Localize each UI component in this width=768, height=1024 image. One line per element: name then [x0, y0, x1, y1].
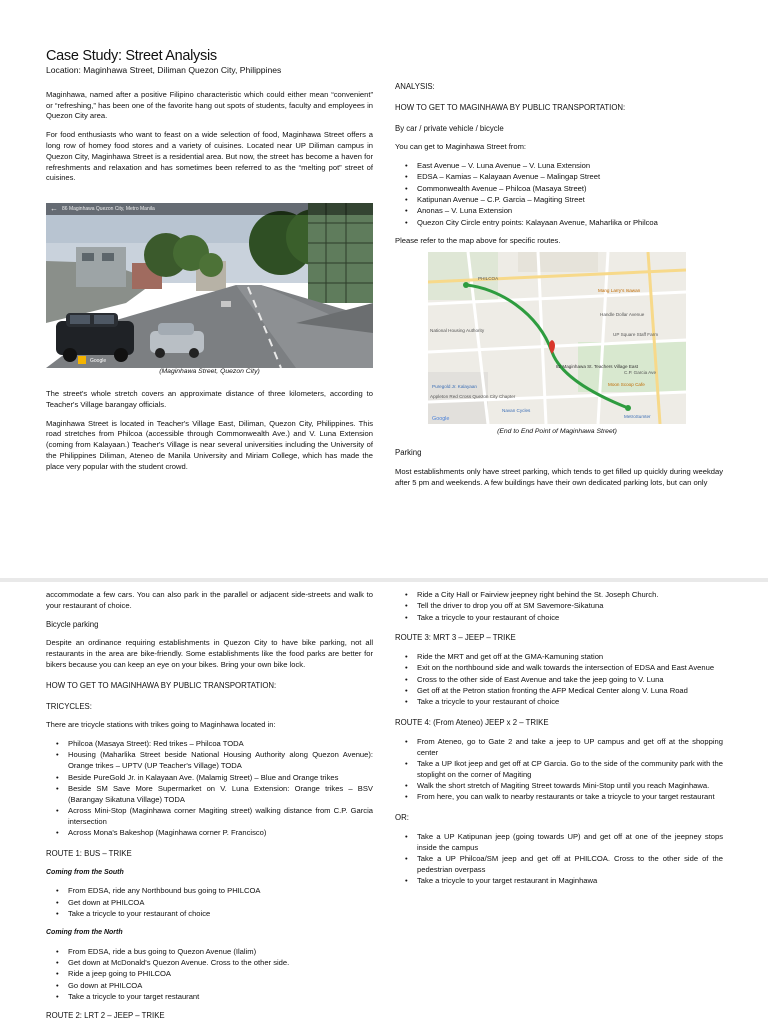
- map-caption: (End to End Point of Maginhawa Street): [497, 428, 617, 435]
- tricycles-intro: There are tricycle stations with trikes going to Maginhawa located in:: [46, 720, 276, 730]
- list-item: • EDSA – Kamias – Kalayaan Avenue – Malingap Street: [395, 172, 723, 183]
- list-item: • Beside PureGold Jr. in Kalayaan Ave. (Malamig Street) – Blue and Orange trikes: [46, 773, 373, 784]
- parking-continued: accommodate a few cars. You can also park in the parallel or adjacent side-streets and walk to your restaurant of choice.: [46, 590, 373, 610]
- page-2: [0, 582, 768, 1024]
- body-paragraph-1: The street's whole stretch covers an approximate distance of three kilometers, according to Teacher's Village barangay officials.: [46, 389, 373, 409]
- right-column-page1: [395, 82, 723, 255]
- list-item: • Katipunan Avenue – C.P. Garcia – Magiting Street: [395, 195, 723, 206]
- map-label-mang-larrys: Mang Larry's Isawan: [598, 288, 641, 293]
- list-item: • Take a UP Ikot jeep and get off at CP Garcia. Go to the side of the community park with the stoplight on the corner of Magiting: [395, 759, 723, 781]
- or-label: OR:: [395, 813, 409, 823]
- south-steps-list: [46, 886, 373, 919]
- list-item: • From Ateneo, go to Gate 2 and take a jeep to UP campus and get off at the shopping center: [395, 737, 723, 759]
- tricycles-heading: TRICYCLES:: [46, 701, 92, 711]
- map-label-philcoa: PHILCOA: [478, 276, 499, 281]
- back-arrow-icon: ←: [50, 204, 58, 213]
- body-paragraph-2: Maginhawa Street is located in Teacher's Village East, Diliman, Quezon City, Philippines. This road stretches from Philcoa (accessible through Commonwealth Ave.) and V. Luna Extension (coming from Kalayaan.) Teacher's Village is near several universities including the University of the Philippines Diliman, Ateneo de Manila University and Miriam College, which has made the place very popular with the student crowd.: [46, 418, 373, 471]
- google-watermark: Google: [90, 358, 107, 364]
- map-label-up-farm: UP Square Staff Farm: [613, 332, 659, 337]
- bicycle-heading: Bicycle parking: [46, 619, 99, 629]
- document-title: Case Study: Street Analysis: [46, 48, 217, 64]
- parking-section: [395, 448, 723, 496]
- route-2-heading: ROUTE 2: LRT 2 – JEEP – TRIKE: [46, 1010, 165, 1020]
- list-item: • Go down at PHILCOA: [46, 981, 373, 992]
- map-label-moon: Moon Scoop Cafe: [608, 382, 645, 387]
- map-label-metro: MetroSumter: [624, 414, 651, 419]
- list-item: • Take a tricycle to your restaurant of choice: [46, 909, 373, 920]
- map-label-nha: National Housing Authority: [430, 328, 485, 333]
- left-column-page1: [46, 48, 373, 192]
- car-intro: You can get to Maginhawa Street from:: [395, 142, 526, 152]
- list-item: • Ride a jeep going to PHILCOA: [46, 969, 373, 980]
- map-label-cp-garcia: C.P. Garcia Ave: [624, 370, 657, 375]
- list-item: • Quezon City Circle entry points: Kalayaan Avenue, Maharlika or Philcoa: [395, 218, 723, 229]
- list-item: • East Avenue – V. Luna Avenue – V. Luna Extension: [395, 161, 723, 172]
- list-item: • Take a tricycle to your restaurant of choice: [395, 697, 723, 708]
- north-steps-list: [46, 947, 373, 1003]
- coming-from-south-label: Coming from the South: [46, 868, 124, 876]
- list-item: • Get down at PHILCOA: [46, 898, 373, 909]
- route-4-steps-list: [395, 737, 723, 803]
- list-item: • Take a tricycle to your restaurant of choice: [395, 613, 723, 624]
- list-item: • Commonwealth Avenue – Philcoa (Masaya Street): [395, 184, 723, 195]
- list-item: • From EDSA, ride any Northbound bus going to PHILCOA: [46, 886, 373, 897]
- list-item: • Anonas – V. Luna Extension: [395, 206, 723, 217]
- map-image: [428, 252, 686, 424]
- public-transport-heading: HOW TO GET TO MAGINHAWA BY PUBLIC TRANSPORTATION:: [46, 680, 277, 690]
- map-label-appleton: Appleton Red Cross Quezon City Chapter: [430, 394, 516, 399]
- bicycle-text: Despite an ordinance requiring establishments in Quezon City to have bike parking, not all restaurants in the area are bike-friendly. Some establishments like the food parks are better for bikers because you can keep an eye on your bikes. Bring your own bike lock.: [46, 638, 373, 669]
- list-item: • Exit on the northbound side and walk towards the intersection of EDSA and East Avenue: [395, 663, 723, 674]
- map-label-navan: Navan Cycles: [502, 408, 531, 413]
- list-item: • Tell the driver to drop you off at SM Savemore-Sikatuna: [395, 601, 723, 612]
- list-item: • Take a tricycle to your target restaurant in Maginhawa: [395, 876, 723, 887]
- route-1-heading: ROUTE 1: BUS – TRIKE: [46, 848, 132, 858]
- list-item: • From here, you can walk to nearby restaurants or take a tricycle to your target restaurant: [395, 792, 723, 803]
- list-item: • Ride the MRT and get off at the GMA-Kamuning station: [395, 652, 723, 663]
- refer-map-note: Please refer to the map above for specific routes.: [395, 236, 561, 246]
- route-3-steps-list: [395, 652, 723, 708]
- list-item: • Across Mona's Bakeshop (Maginhawa corner P. Francisco): [46, 828, 373, 839]
- car-routes-list: [395, 161, 723, 228]
- left-body-page1: [46, 389, 373, 481]
- street-photo: [46, 203, 373, 368]
- street-scene-image: [46, 203, 373, 368]
- list-item: • Beside SM Save More Supermarket on V. Luna Extension: Orange trikes – BSV (Barangay Sikatuna Village) TODA: [46, 784, 373, 806]
- map-label-marker: 82 Maginhawa St. Teachers Village East: [556, 364, 639, 369]
- how-to-heading: HOW TO GET TO MAGINHAWA BY PUBLIC TRANSPORTATION:: [395, 102, 626, 112]
- route-2-steps-list: [395, 590, 723, 623]
- list-item: • Get off at the Petron station fronting the AFP Medical Center along V. Luna Road: [395, 686, 723, 697]
- route-4-heading: ROUTE 4: (From Ateneo) JEEP x 2 – TRIKE: [395, 718, 549, 728]
- list-item: • Philcoa (Masaya Street): Red trikes – Philcoa TODA: [46, 739, 373, 750]
- route-3-heading: ROUTE 3: MRT 3 – JEEP – TRIKE: [395, 633, 516, 643]
- route-map: [428, 252, 686, 424]
- list-item: • Across Mini-Stop (Maginhawa corner Magiting street) walking distance from C.P. Garcia intersection: [46, 806, 373, 828]
- list-item: • Take a tricycle to your target restaurant: [46, 992, 373, 1003]
- right-column-page2: [395, 590, 723, 895]
- tricycles-list: [46, 739, 373, 839]
- left-column-page2: [46, 590, 373, 1024]
- photo-address: 86 Maginhawa Quezon City, Metro Manila: [62, 206, 155, 212]
- map-label-handle: Handle Dollar Avenue: [600, 312, 645, 317]
- list-item: • From EDSA, ride a bus going to Quezon Avenue (Ilalim): [46, 947, 373, 958]
- map-label-puregold: Puregold Jr. Kalayaan: [432, 384, 477, 389]
- pegman-icon: [78, 356, 86, 364]
- coming-from-north-label: Coming from the North: [46, 928, 123, 936]
- location-line: Location: Maginhawa Street, Diliman Quezon City, Philippines: [46, 65, 282, 75]
- photo-address-bar: [46, 203, 373, 215]
- list-item: • Take a UP Philcoa/SM jeep and get off at PHILCOA. Cross to the other side of the pedestrian overpass: [395, 854, 723, 876]
- car-heading: By car / private vehicle / bicycle: [395, 123, 504, 133]
- parking-text: Most establishments only have street parking, which tends to get filled up quickly during weekday after 5 pm and weekends. A few buildings have their own dedicated parking lots, but can only: [395, 466, 723, 487]
- parking-heading: Parking: [395, 448, 422, 457]
- alternate-steps-list: [395, 832, 723, 887]
- list-item: • Take a UP Katipunan jeep (going towards UP) and get off at one of the jeepney stops inside the campus: [395, 832, 723, 854]
- list-item: • Get down at McDonald's Quezon Avenue. Cross to the other side.: [46, 958, 373, 969]
- list-item: • Ride a City Hall or Fairview jeepney right behind the St. Joseph Church.: [395, 590, 723, 601]
- list-item: • Housing (Maharlika Street beside National Housing Authority along Quezon Avenue): Orange trikes – UPTV (UP Teacher's Village) TODA: [46, 750, 373, 772]
- photo-caption: (Maginhawa Street, Quezon City): [159, 368, 260, 375]
- intro-paragraph-1: Maginhawa, named after a positive Filipino characteristic which could either mean “convenient” or “refreshing,” has been one of the favorite hang out spots of students, faculty and employees in Quezon City area.: [46, 89, 373, 121]
- intro-paragraph-2: For food enthusiasts who want to feast on a wide selection of food, Maginhawa Street offers a long row of homey food stores and a variety of cuisines. Located near UP Diliman campus in Quezon City, Maginhawa Street is a residential area. But now, the street has become a haven for refreshments and relaxation and has sometimes been referred to as the “melting pot” street of cuisines.: [46, 130, 373, 183]
- analysis-label: ANALYSIS:: [395, 82, 435, 91]
- list-item: • Walk the short stretch of Magiting Street towards Mini-Stop until you reach Maginhawa.: [395, 781, 723, 792]
- map-label-google: Google: [432, 416, 450, 422]
- list-item: • Cross to the other side of East Avenue and take the jeep going to V. Luna: [395, 675, 723, 686]
